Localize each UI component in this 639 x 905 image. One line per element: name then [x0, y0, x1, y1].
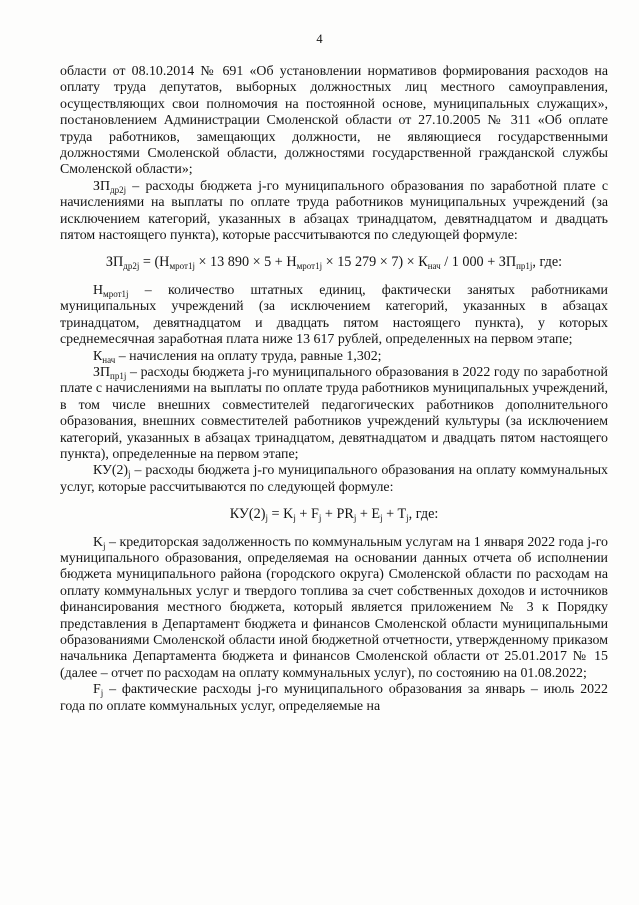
- document-body: [60, 64, 608, 715]
- formula-ku2j: $КУ(2)_j = K_j + F_j + PR_j + E_j + T_j$, где:: [229, 506, 439, 524]
- paragraph-zp-dr2j-definition: $ЗП_{др2j}$ – расходы бюджета j-го муниципального образования по заработной плате с начислениями на выплаты по оплате труда работников муниципальных учреждений (за исключением категорий, указанных в абзацах тринадцатом, девятнадцатом и двадцать пятом настоящего пункта), которые рассчитываются по следующей формуле:: [60, 178, 608, 244]
- formula-zp-dr2j: $ЗП_{др2j} = (Н_{мрот1j} \times 13$ $890 \times 5 + Н_{мрот1j} \times 15$ $279 \times 7) \times К_{нач} / 1$ $000 + ЗП_{пр1j}$, где:: [105, 254, 563, 272]
- paragraph-continuation: области от 08.10.2014 № 691 «Об установлении нормативов формирования расходов на оплату труда депутатов, выборных должностных лиц местного самоуправления, осуществляющих свои полномочия на постоянной основе, муниципальных служащих», постановлением Администрации Смоленской области от 27.10.2005 № 311 «Об оплате труда работников, замещающих должности, не являющиеся государственными должностями Смоленской области, должностями государственной гражданской службы Смоленской области»;: [60, 64, 608, 178]
- paragraph-fj-definition: $F_j$ – фактические расходы j-го муниципального образования за январь – июль 2022 года по оплате коммунальных услуг, определяемые на: [60, 682, 608, 714]
- paragraph-ku2j-definition: $КУ(2)_j$ – расходы бюджета j-го муниципального образования на оплату коммунальных услуг, которые рассчитываются по следующей формуле:: [60, 463, 608, 495]
- paragraph-nmrot1j-definition: $Н_{мрот1j}$ – количество штатных единиц, фактически занятых работниками муниципальных учреждений (за исключением категорий, указанных в абзацах тринадцатом, девятнадцатом и двадцать пятом настоящего пункта), у которых среднемесячная заработная плата ниже 13 617 рублей, определенных на первом этапе;: [60, 282, 608, 348]
- paragraph-zp-pr1j-definition: $ЗП_{пр1j}$ – расходы бюджета j-го муниципального образования в 2022 году по заработной плате с начислениями на выплаты по оплате труда работников муниципальных учреждений, в том числе внешних совместителей педагогических работников дополнительного образования, внешних совместителей работников учреждений культуры (за исключением категорий, указанных в абзацах тринадцатом, девятнадцатом и двадцать пятом настоящего пункта), определенные на первом этапе;: [60, 364, 608, 462]
- paragraph-kj-definition: $K_j$ – кредиторская задолженность по коммунальным услугам на 1 января 2022 года j-го муниципального образования, определяемая на основании данных отчета об исполнении бюджета муниципального района (городского округа) Смоленской области по расходам на оплату коммунальных услуг и твердого топлива за счет собственных доходов и источников финансирования местного бюджета, который является приложением № 3 к Порядку представления в Департамент бюджета и финансов Смоленской области муниципальными образованиями Смоленской области иной бюджетной отчетности, утвержденному приказом начальника Департамента бюджета и финансов Смоленской области от 25.01.2017 № 15 (далее – отчет по расходам на оплату коммунальных услуг), по состоянию на 01.08.2022;: [60, 534, 608, 681]
- page-number: 4: [316, 32, 323, 46]
- paragraph-knach-definition: $К_{нач}$ – начисления на оплату труда, равные 1,302;: [93, 348, 382, 365]
